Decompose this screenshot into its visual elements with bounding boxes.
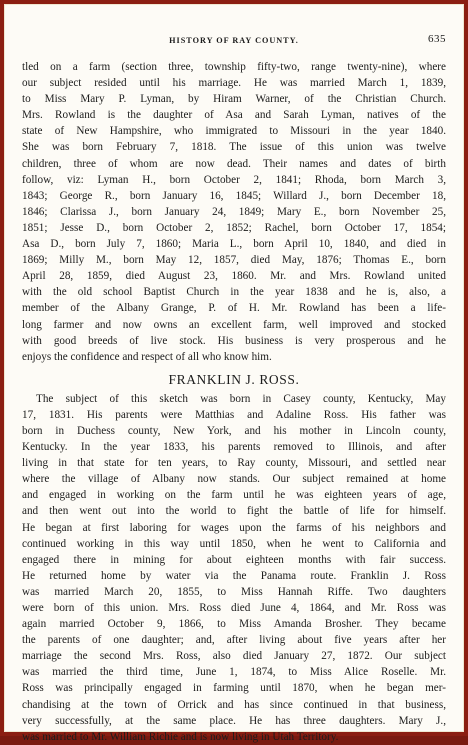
text-line: very successfully, at the same place. He has three daughters. Mary J., [22,714,446,727]
text-line: enjoys the confidence and respect of all who know him. [22,350,272,363]
text-line: born in Duchess county, New York, and his mother in Lincoln county, [22,424,446,437]
text-line: was married to Mr. William Richie and is now living in Utah Territory. [22,730,339,743]
text-line: the parents of one daughter; and, after living about five years after her [22,634,446,647]
body-text [22,59,446,745]
text-line: 1843; George R., born January 16, 1845; Willard J., born December 18, [22,189,446,202]
text-line: again married October 9, 1866, to Miss Amanda Brosher. They became [22,618,446,631]
text-line: 17, 1831. His parents were Matthias and Adaline Ross. His father was [22,408,446,421]
text-line: 1846; Clarissa J., born January 24, 1849; Mary E., born November 25, [22,205,446,218]
rowland-paragraph [22,59,446,365]
book-page [10,10,458,743]
text-line: 1869; Milly M., born May 12, 1857, died May, 1876; Thomas E., born [22,254,446,267]
text-line: were born of this union. Mrs. Ross died June 4, 1864, and Mr. Ross was [22,602,446,614]
text-line: Asa D., born July 7, 1860; Maria L., born April 10, 1840, and died in [22,238,446,251]
running-head [10,33,458,52]
text-line: living in that state for ten years, to Ray county, Missouri, and settled near [22,457,446,470]
text-line: 1851; Jesse D., born October 2, 1852; Rachel, born October 17, 1854; [22,221,446,234]
text-line: and then went out into the world to fight the battle of life for himself. [22,505,446,518]
text-line: chandising at the town of Orrick and has since continued in that business, [22,698,446,711]
ross-paragraph [22,391,446,745]
text-line: with good breeds of live stock. His business is very prosperous and he [22,334,446,347]
text-line: Kentucky. In the year 1833, his parents removed to Illinois, and after [22,441,446,454]
text-line: to Miss Mary P. Lyman, by Hiram Warner, of the Christian Church. [22,93,446,106]
text-line: He returned home by water via the Panama route. Franklin J. Ross [22,569,446,582]
text-line: where the village of Albany now stands. Our subject remained at home [22,473,446,486]
text-line: marriage the second Mrs. Ross, also died January 27, 1872. Our subject [22,650,446,663]
text-line: She was born February 7, 1818. The issue of this union was twelve [22,141,446,154]
text-line: follow, viz: Lyman H., born October 2, 1841; Rhoda, born March 3, [22,173,446,186]
text-line: The subject of this sketch was born in Casey county, Kentucky, May [36,392,446,405]
text-line: continued working in this way until 1850, when he went to California and [22,537,446,550]
text-line: Mrs. Rowland is the daughter of Asa and Sarah Lyman, natives of the [22,109,446,122]
text-line: and engaged in working on the farm until he was eighteen years of age, [22,489,446,502]
text-line: engaged there in mining for about eighteen months with fair success. [22,553,446,566]
running-title: HISTORY OF RAY COUNTY. [169,36,299,45]
text-line: member of the Albany Grange, P. of H. Mr. Rowland has been a life- [22,302,446,315]
text-line: April 28, 1859, died August 23, 1860. Mr. and Mrs. Rowland united [22,270,446,283]
text-line: Ross was principally engaged in farming until 1870, when he began mer- [22,682,446,695]
text-line: our subject resided until his marriage. He was married March 1, 1839, [22,77,446,90]
text-line: was married the third time, June 1, 1874, to Miss Alice Roselle. Mr. [22,666,446,679]
text-line: state of New Hampshire, who immigrated to Missouri in the year 1840. [22,125,446,138]
text-line: tled on a farm (section three, township fifty-two, range twenty-nine), where [22,61,446,73]
section-heading: FRANKLIN J. ROSS. [168,371,300,387]
text-line: He began at first laboring for wages upon the farms of his neighbors and [22,521,446,534]
text-line: was married March 20, 1855, to Miss Hannah Riffe. Two daughters [22,585,446,598]
text-line: children, three of whom are now dead. Their names and dates of birth [22,157,446,170]
text-line: long farmer and now owns an excellent farm, well improved and stocked [22,318,446,331]
page-number: 635 [428,33,446,45]
text-line: with the old school Baptist Church in the year 1838 and he is, also, a [22,286,446,299]
